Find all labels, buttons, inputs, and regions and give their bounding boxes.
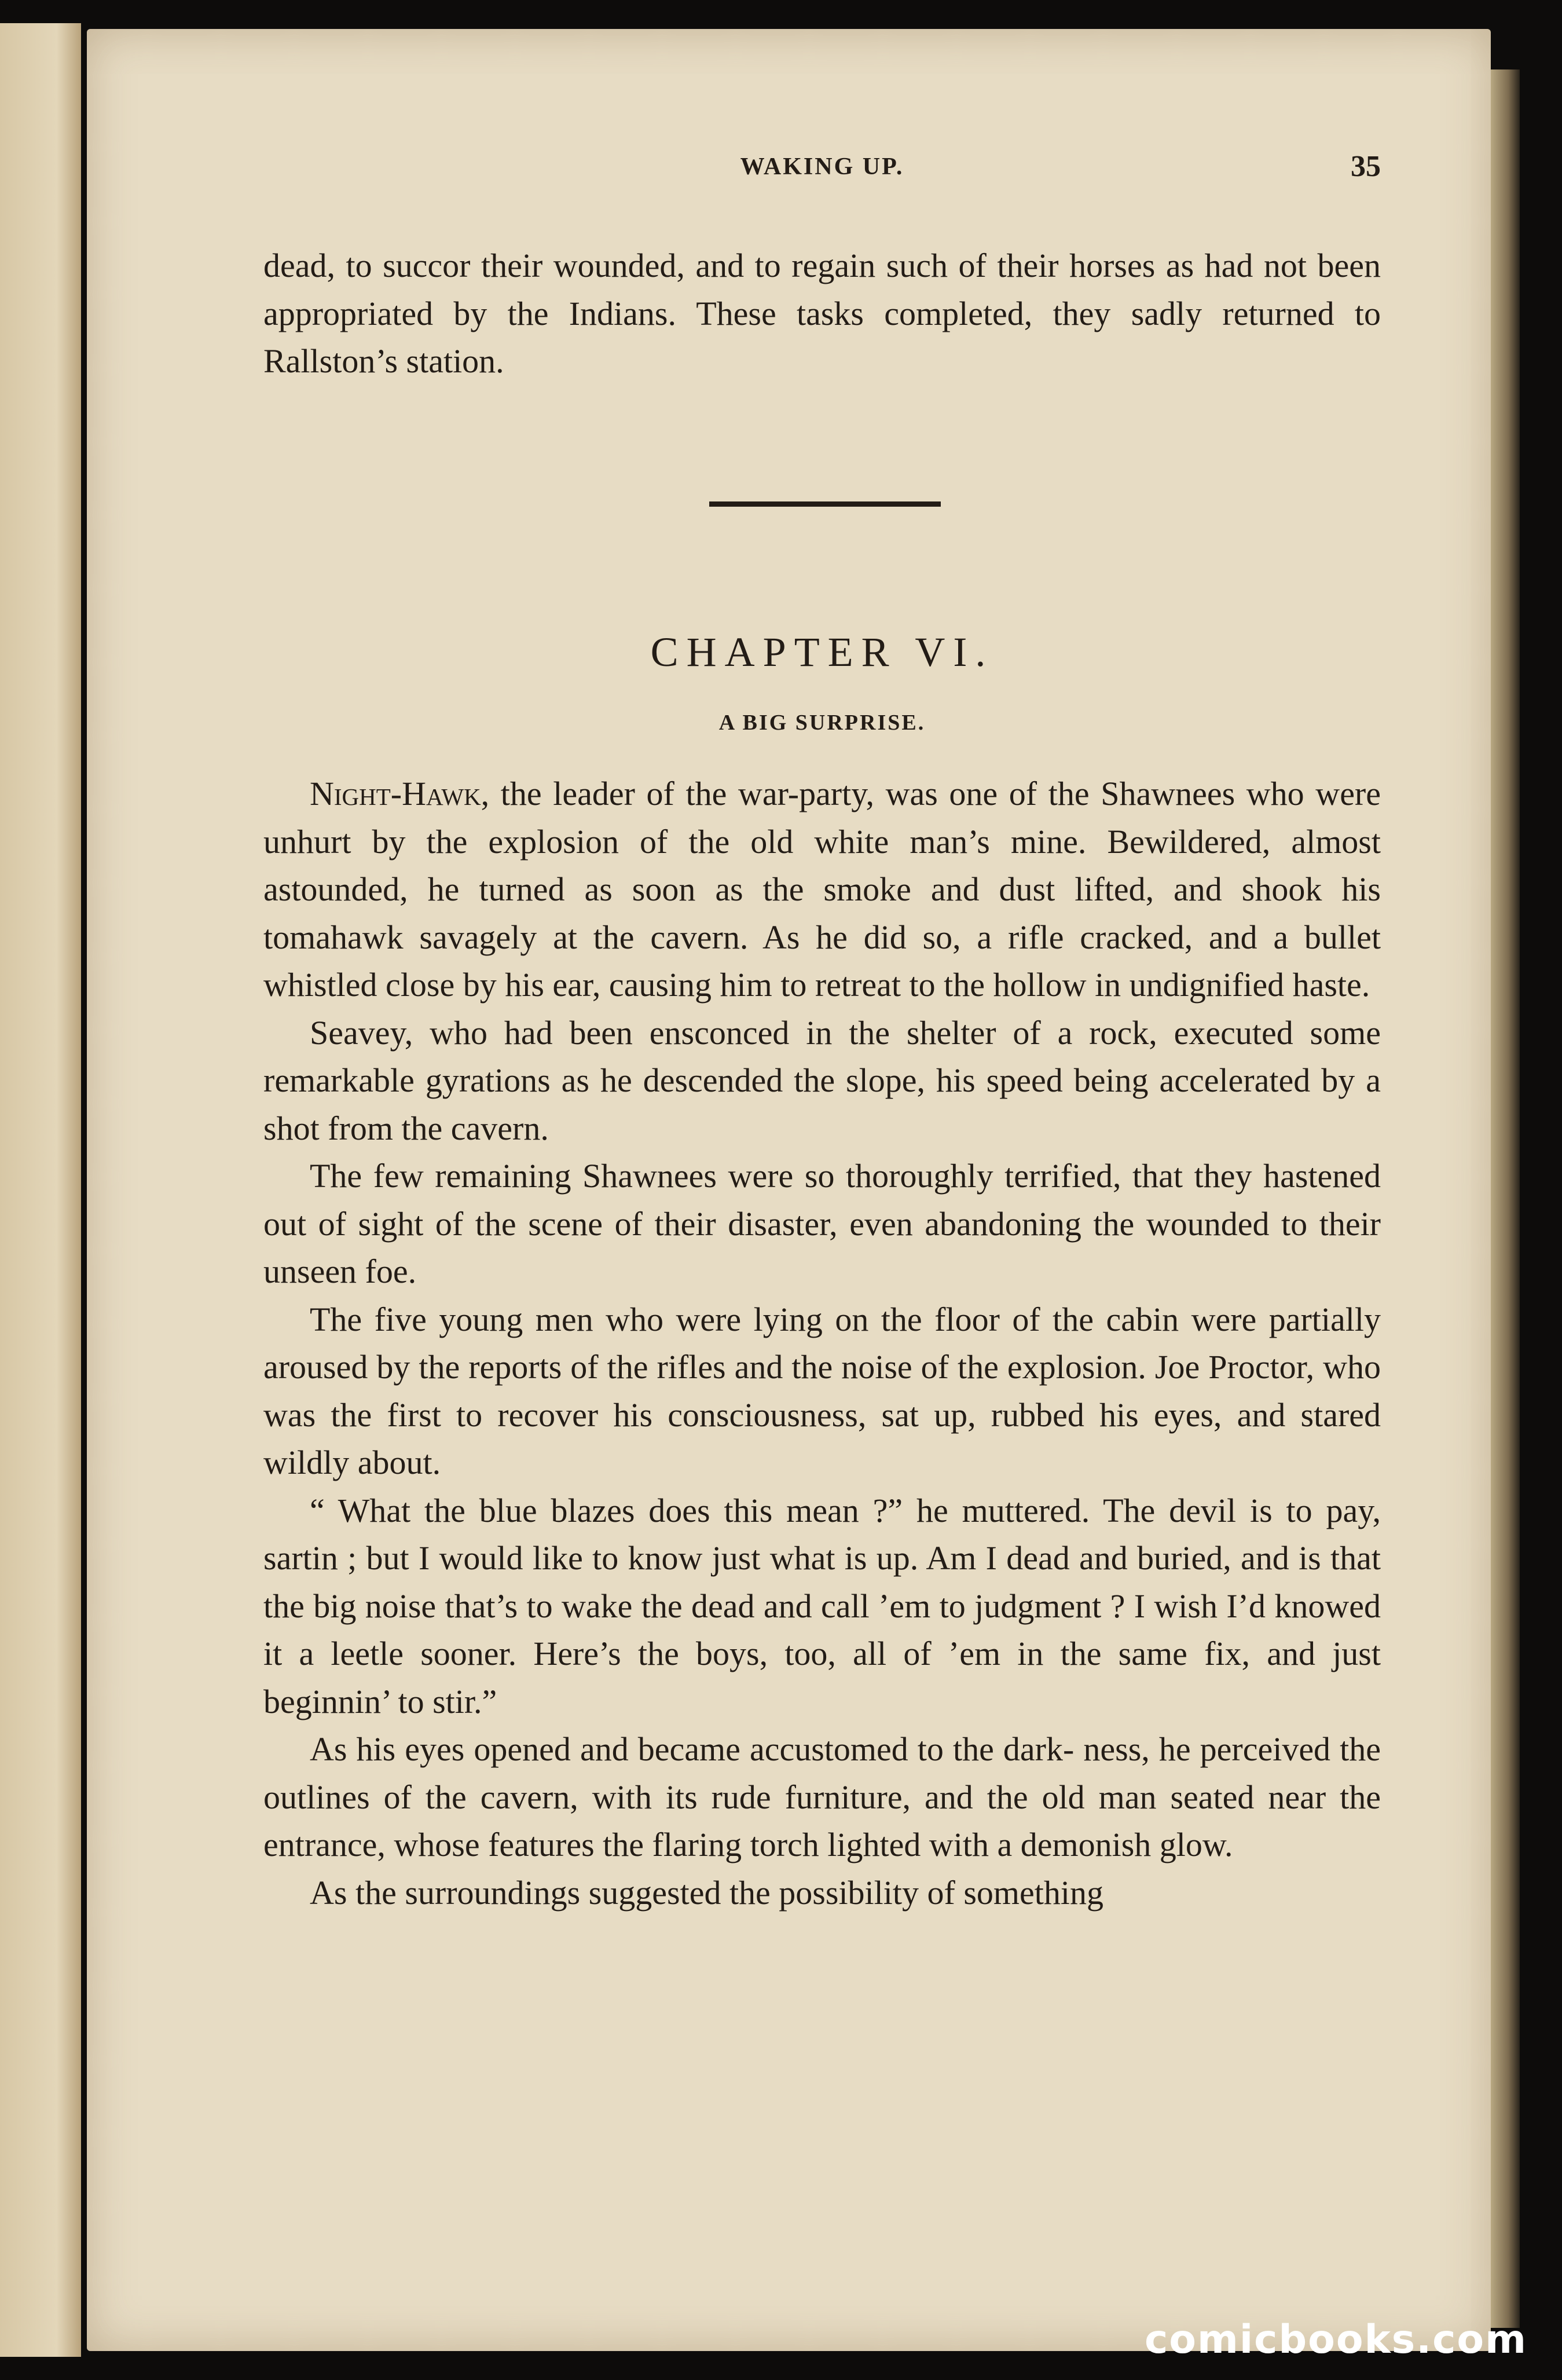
- paragraph-5: “ What the blue blazes does this mean ?” he muttered. The devil is to pay, sartin ; but I would like to know just what is up. Am I dead and buried, and is that the big noise that’s to wake the dead and call ’em to judgment ? I wish I’d knowed it a leetle sooner. Here’s the boys, too, all of ’em in the same fix, and just beginnin’ to stir.”: [263, 1491, 1381, 1720]
- chapter-title: CHAPTER VI.: [650, 629, 994, 675]
- paragraph-7: As the surroundings suggested the possibility of something: [310, 1873, 1103, 1912]
- paragraph-6: As his eyes opened and became accustomed to the dark- ness, he perceived the outlines of the cavern, with its rude furniture, and the old man seated near the entrance, whose features the flaring torch lighted with a demonish glow.: [263, 1730, 1381, 1863]
- continuation-text: [263, 242, 1381, 386]
- continuation-paragraph: dead, to succor their wounded, and to regain such of their horses as had not been appropriated by the Indians. These tasks completed, they sadly returned to Rallston’s station.: [263, 247, 1381, 380]
- page-header: [263, 149, 1381, 196]
- chapter-body: [263, 770, 1381, 1917]
- page-number: 35: [1351, 150, 1381, 183]
- paragraph-2: Seavey, who had been ensconced in the shelter of a rock, executed some remarkable gyrations as he descended the slope, his speed being accelerated by a shot from the cavern.: [263, 1013, 1381, 1147]
- paragraph-4: The five young men who were lying on the floor of the cabin were partially aroused by the reports of the rifles and the noise of the explosion. Joe Proctor, who was the first to recover his consciousness, sat up, rubbed his eyes, and stared wildly about.: [263, 1300, 1381, 1481]
- chapter-subtitle: A BIG SURPRISE.: [718, 711, 926, 735]
- paragraph-text: , the leader of the war-party, was one of the Shawnees who were unhurt by the explosion of the old white man’s mine. Bewildered, almost astounded, he turned as soon as the smoke and dust lifted, and shook his tomahawk savagely at the cavern. As he did so, a rifle cracked, and a bullet whistled close by his ear, causing him to retreat to the hollow in undignified haste.: [263, 775, 1381, 1004]
- paragraph-3: The few remaining Shawnees were so thoroughly terrified, that they hastened out of sight of the scene of their disaster, even abandoning the wounded to their unseen foe.: [263, 1157, 1381, 1290]
- paragraph-1: [263, 770, 1381, 1009]
- section-rule: [709, 501, 941, 507]
- page-stack-edge: [1491, 69, 1520, 2328]
- paragraph-lead: Night-Hawk: [310, 775, 481, 812]
- running-head: WAKING UP.: [740, 153, 904, 180]
- facing-page-edge: [0, 23, 81, 2357]
- site-watermark: comicbooks.com: [1144, 2317, 1527, 2363]
